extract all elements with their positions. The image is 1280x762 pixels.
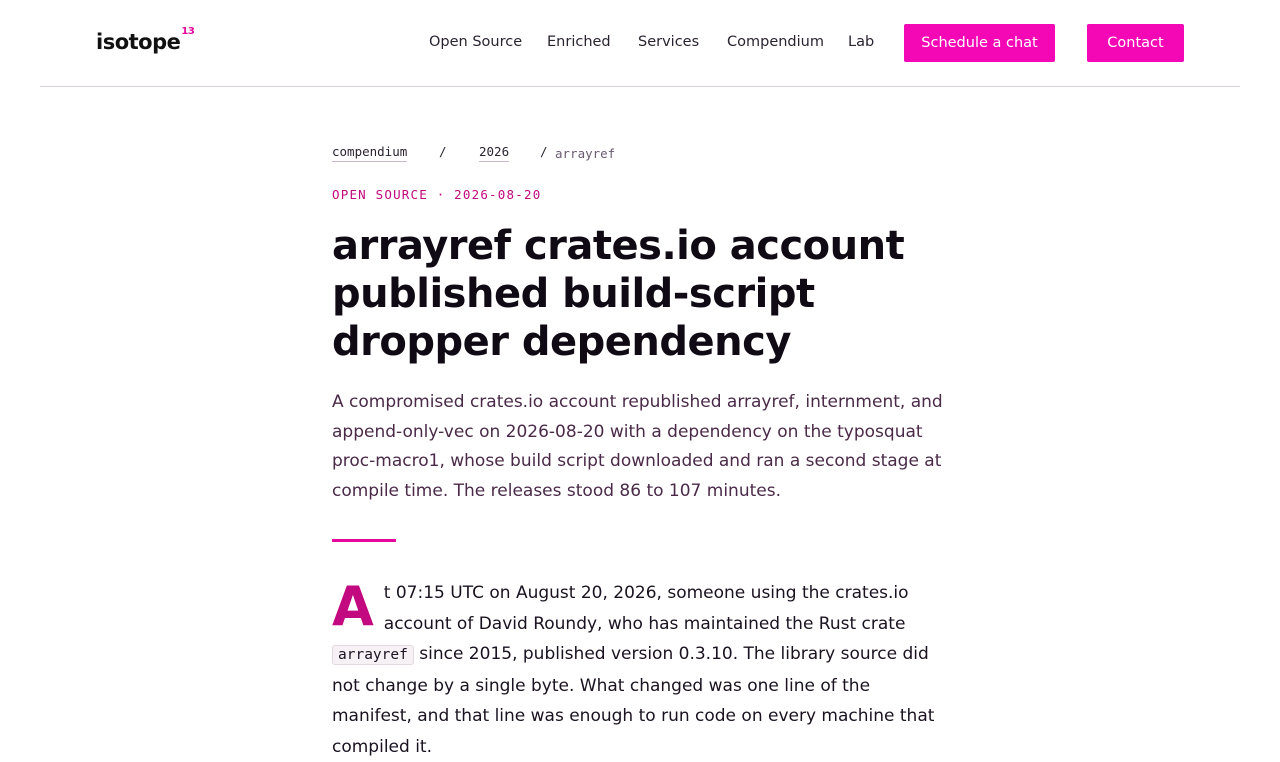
article-kicker: OPEN SOURCE · 2026-08-20 [332,187,542,202]
article-body [332,575,944,762]
inline-code: arrayref [332,645,414,665]
nav-services[interactable]: Services [638,34,700,50]
breadcrumb-compendium[interactable]: compendium [332,144,407,162]
breadcrumb-2026[interactable]: 2026 [479,144,509,162]
body-text: since 2015, published version 0.3.10. The library source did not change by a single byte. What changed was one line of the manifest, and that line was enough to run code on every machine that compiled it. [332,644,935,757]
logo[interactable] [96,26,195,54]
breadcrumb-current: arrayref [555,146,616,161]
site-header [40,0,1240,87]
contact-button[interactable]: Contact [1087,24,1184,62]
logo-superscript: 13 [181,26,195,37]
breadcrumb-separator: / [439,144,447,159]
nav-open-source[interactable]: Open Source [429,34,523,50]
nav-lab[interactable]: Lab [848,34,875,50]
nav-enriched[interactable]: Enriched [547,34,611,50]
drop-cap: A [332,575,374,638]
breadcrumb-separator: / [540,144,548,159]
nav-compendium[interactable]: Compendium [727,34,824,50]
logo-text: isotope [96,30,181,54]
article-lede: A compromised crates.io account republished arrayref, internment, and append-only-vec on 2026-08-20 with a dependency on the typosquat proc-macro1, whose build script downloaded and ran a second stage at compile time. The releases stood 86 to 107 minutes. [332,392,943,502]
accent-divider [332,539,396,542]
article-title: arrayref crates.io account published build-script dropper dependency [332,223,905,365]
body-text: t 07:15 UTC on August 20, 2026, someone using the crates.io account of David Roundy, who has maintained the Rust crate [383,583,909,634]
schedule-chat-button[interactable]: Schedule a chat [904,24,1055,62]
